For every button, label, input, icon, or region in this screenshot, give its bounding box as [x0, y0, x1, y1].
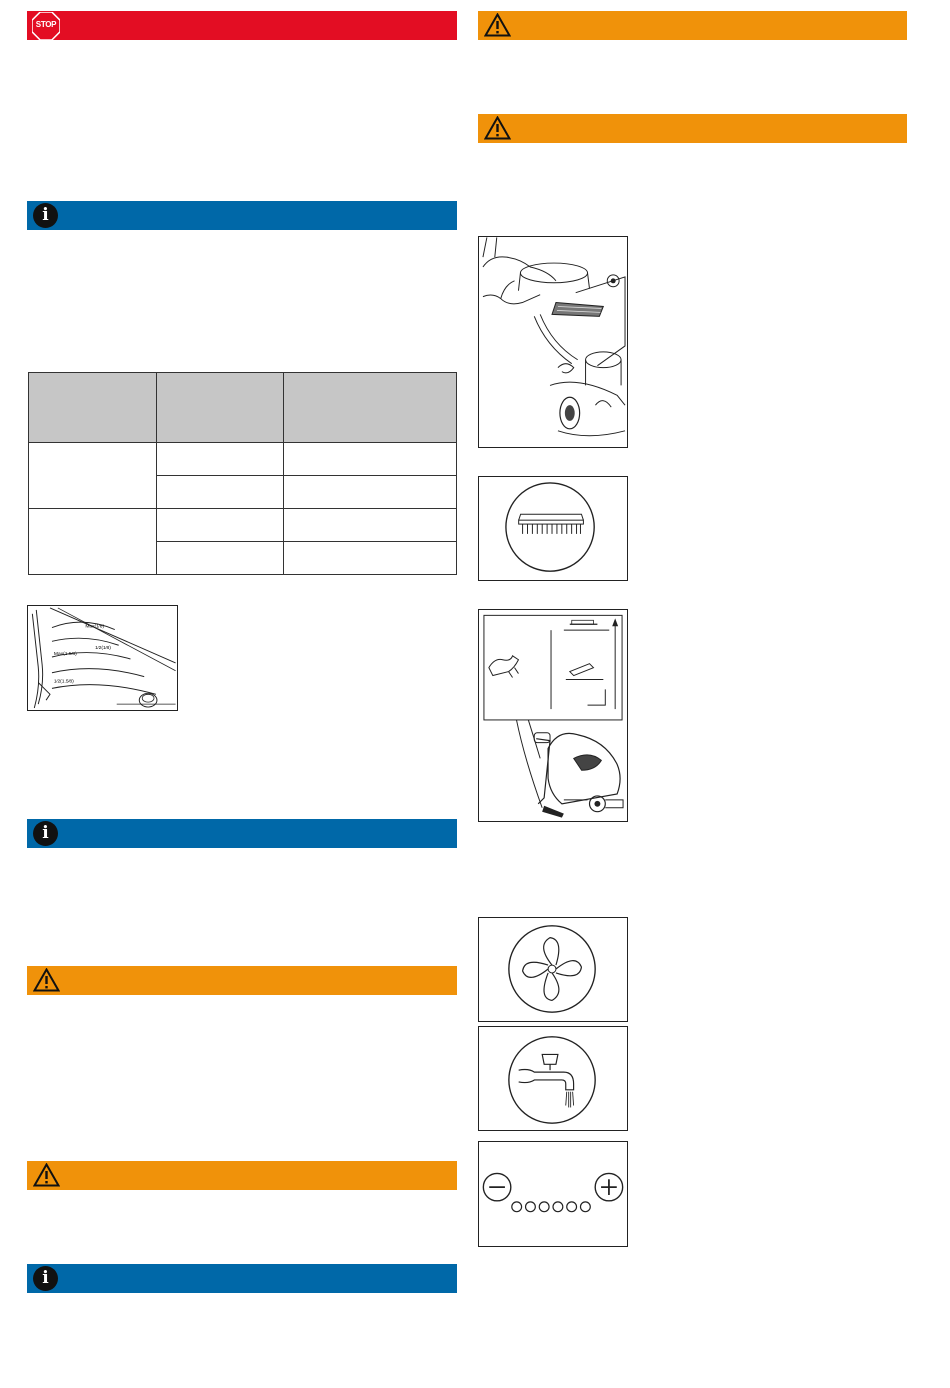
table-header-cell [284, 373, 457, 443]
brush-symbol-figure [478, 476, 628, 581]
pedal-illustration [479, 237, 627, 447]
warning-icon [484, 116, 509, 141]
table-cell [29, 443, 157, 509]
table-cell [157, 443, 284, 476]
dial-label-middle-left: Max(1.5⁄8) [53, 652, 77, 658]
table-cell [284, 443, 457, 476]
warning-banner [27, 1161, 457, 1190]
table-cell [284, 476, 457, 509]
pedal-press-figure [478, 236, 628, 448]
table-header-row [29, 373, 457, 443]
info-icon: i [33, 203, 58, 228]
table-header-cell [157, 373, 284, 443]
info-icon: i [33, 1266, 58, 1291]
info-icon: i [33, 821, 58, 846]
table-cell [29, 509, 157, 575]
dial-label-middle-right: 1⁄2(1⁄8) [95, 646, 111, 652]
warning-banner [478, 11, 907, 40]
fan-icon [479, 918, 627, 1021]
stop-banner [27, 11, 457, 40]
warning-icon [33, 1163, 58, 1188]
table-cell [284, 509, 457, 542]
dial-label-bottom: 1⁄2(1.5⁄8) [53, 679, 74, 685]
info-banner [27, 1264, 457, 1293]
info-banner [27, 201, 457, 230]
table-cell [157, 476, 284, 509]
machine-brush-lift-figure [478, 609, 628, 822]
table-cell [157, 509, 284, 542]
table-cell [284, 542, 457, 575]
dial-illustration [28, 606, 177, 710]
level-adjust-symbol-figure [478, 1141, 628, 1247]
warning-icon [484, 13, 509, 38]
machine-illustration [479, 610, 627, 821]
brush-deck-icon [479, 477, 627, 580]
table-header-cell [29, 373, 157, 443]
dial-label-top: Max(1⁄8) [85, 624, 105, 630]
vacuum-fan-symbol-figure [478, 917, 628, 1022]
warning-banner [27, 966, 457, 995]
info-banner [27, 819, 457, 848]
water-tap-icon [479, 1027, 627, 1130]
warning-icon [33, 968, 58, 993]
stop-sign-icon: STOP [32, 12, 60, 40]
dial-detail-figure [27, 605, 178, 711]
table-row [29, 443, 457, 476]
solution-tap-symbol-figure [478, 1026, 628, 1131]
warning-banner [478, 114, 907, 143]
table-row [29, 509, 457, 542]
level-indicator-icon [479, 1142, 627, 1246]
table-cell [157, 542, 284, 575]
spec-table [28, 372, 457, 575]
